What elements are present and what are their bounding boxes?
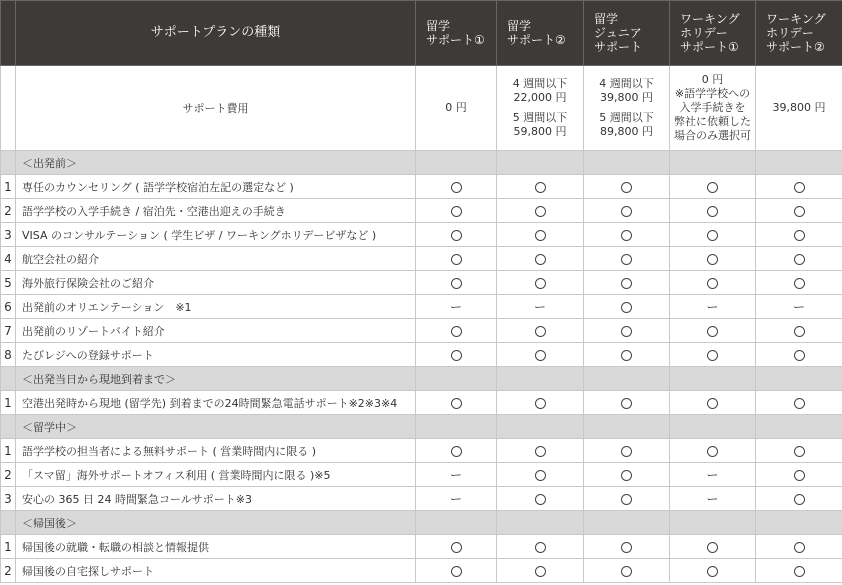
circle-icon	[451, 566, 462, 577]
row-number: 8	[1, 343, 16, 367]
plan-header-line: ホリデー	[680, 26, 728, 40]
included-mark	[670, 271, 756, 295]
included-mark	[756, 271, 842, 295]
fee-line: 39,800 円	[772, 101, 826, 114]
circle-icon	[451, 542, 462, 553]
circle-icon	[794, 350, 805, 361]
circle-icon	[794, 398, 805, 409]
fee-plan-3	[584, 66, 670, 151]
section-empty-cell	[670, 415, 756, 439]
included-mark	[497, 247, 584, 271]
not-included-mark: ー	[670, 487, 756, 511]
circle-icon	[794, 446, 805, 457]
included-mark	[584, 439, 670, 463]
included-mark	[756, 463, 842, 487]
included-mark	[756, 535, 842, 559]
circle-icon	[621, 566, 632, 577]
header-corner	[1, 1, 16, 66]
plan-header	[670, 1, 756, 66]
circle-icon	[794, 206, 805, 217]
table-row	[1, 247, 842, 271]
section-row	[1, 367, 842, 391]
fee-line: ※語学学校への	[674, 87, 751, 100]
not-included-mark: ー	[497, 295, 584, 319]
circle-icon	[451, 326, 462, 337]
included-mark	[497, 463, 584, 487]
included-mark	[497, 391, 584, 415]
header-title: サポートプランの種類	[16, 1, 416, 66]
included-mark	[756, 223, 842, 247]
circle-icon	[707, 206, 718, 217]
section-empty-cell	[416, 367, 497, 391]
circle-icon	[451, 446, 462, 457]
circle-icon	[794, 470, 805, 481]
section-row	[1, 151, 842, 175]
included-mark	[416, 439, 497, 463]
included-mark	[756, 199, 842, 223]
fee-line: 0 円	[701, 73, 724, 86]
included-mark	[497, 439, 584, 463]
plan-header	[416, 1, 497, 66]
plan-header-line: サポート①	[680, 40, 739, 54]
row-number: 1	[1, 391, 16, 415]
circle-icon	[535, 350, 546, 361]
plan-header-line: 留学	[426, 19, 451, 33]
section-title: ＜帰国後＞	[16, 511, 416, 535]
fee-line: 0 円	[445, 101, 467, 114]
section-empty-cell	[756, 415, 842, 439]
fee-line: 89,800 円	[600, 125, 653, 138]
included-mark	[670, 247, 756, 271]
circle-icon	[707, 278, 718, 289]
not-included-mark: ー	[670, 295, 756, 319]
plan-header-line: ワーキング	[680, 12, 740, 26]
included-mark	[670, 175, 756, 199]
row-description: 「スマ留」海外サポートオフィス利用 ( 営業時間内に限る )※5	[16, 463, 416, 487]
included-mark	[584, 487, 670, 511]
not-included-mark: ー	[756, 295, 842, 319]
table-row	[1, 175, 842, 199]
circle-icon	[451, 278, 462, 289]
table-row	[1, 223, 842, 247]
included-mark	[584, 295, 670, 319]
circle-icon	[621, 206, 632, 217]
included-mark	[670, 535, 756, 559]
row-number: 2	[1, 559, 16, 583]
circle-icon	[451, 182, 462, 193]
row-number: 1	[1, 535, 16, 559]
row-description: 出発前のオリエンテーション ※1	[16, 295, 416, 319]
circle-icon	[621, 470, 632, 481]
circle-icon	[621, 446, 632, 457]
fee-line: 4 週間以下	[512, 77, 568, 90]
included-mark	[584, 175, 670, 199]
circle-icon	[535, 230, 546, 241]
circle-icon	[707, 230, 718, 241]
included-mark	[584, 247, 670, 271]
section-empty-cell	[584, 511, 670, 535]
section-empty-cell	[670, 511, 756, 535]
included-mark	[756, 391, 842, 415]
not-included-mark: ー	[416, 295, 497, 319]
section-empty-cell	[756, 151, 842, 175]
table-row	[1, 319, 842, 343]
circle-icon	[707, 182, 718, 193]
circle-icon	[621, 494, 632, 505]
included-mark	[584, 223, 670, 247]
not-included-mark: ー	[670, 463, 756, 487]
table-row	[1, 487, 842, 511]
included-mark	[756, 439, 842, 463]
included-mark	[756, 487, 842, 511]
included-mark	[416, 247, 497, 271]
included-mark	[497, 559, 584, 583]
circle-icon	[794, 542, 805, 553]
section-empty-cell	[756, 511, 842, 535]
included-mark	[584, 199, 670, 223]
fee-plan-1	[416, 66, 497, 151]
section-empty-cell	[497, 151, 584, 175]
included-mark	[756, 343, 842, 367]
included-mark	[416, 559, 497, 583]
included-mark	[497, 271, 584, 295]
included-mark	[497, 319, 584, 343]
row-description: 空港出発時から現地 (留学先) 到着までの24時間緊急電話サポート※2※3※4	[16, 391, 416, 415]
plan-header-line: 留学	[594, 12, 619, 26]
section-empty-cell	[670, 367, 756, 391]
included-mark	[416, 319, 497, 343]
included-mark	[756, 559, 842, 583]
included-mark	[416, 391, 497, 415]
included-mark	[416, 175, 497, 199]
included-mark	[670, 199, 756, 223]
plan-header-line: サポート	[594, 40, 643, 54]
circle-icon	[794, 326, 805, 337]
included-mark	[670, 439, 756, 463]
row-number: 1	[1, 439, 16, 463]
row-description: 海外旅行保険会社のご紹介	[16, 271, 416, 295]
fee-line: 22,000 円	[513, 91, 567, 104]
row-number: 5	[1, 271, 16, 295]
plan-header	[756, 1, 842, 66]
fee-line: 39,800 円	[600, 91, 653, 104]
row-number: 2	[1, 199, 16, 223]
included-mark	[497, 199, 584, 223]
included-mark	[584, 559, 670, 583]
circle-icon	[794, 182, 805, 193]
row-number: 3	[1, 223, 16, 247]
circle-icon	[621, 278, 632, 289]
circle-icon	[621, 350, 632, 361]
circle-icon	[794, 278, 805, 289]
plan-header	[584, 1, 670, 66]
row-description: 語学学校の入学手続き / 宿泊先・空港出迎えの手続き	[16, 199, 416, 223]
included-mark	[584, 463, 670, 487]
section-empty-cell	[416, 151, 497, 175]
circle-icon	[535, 398, 546, 409]
plan-header-line: サポート②	[507, 33, 566, 47]
circle-icon	[535, 446, 546, 457]
circle-icon	[451, 230, 462, 241]
section-row	[1, 415, 842, 439]
circle-icon	[621, 326, 632, 337]
included-mark	[416, 271, 497, 295]
circle-icon	[535, 254, 546, 265]
row-number: 1	[1, 175, 16, 199]
fee-line: 4 週間以下	[599, 77, 654, 90]
included-mark	[756, 175, 842, 199]
section-num-cell	[1, 367, 16, 391]
included-mark	[416, 223, 497, 247]
included-mark	[584, 343, 670, 367]
circle-icon	[621, 302, 632, 313]
included-mark	[584, 391, 670, 415]
section-empty-cell	[497, 415, 584, 439]
table-row	[1, 463, 842, 487]
row-number: 4	[1, 247, 16, 271]
fee-plan-5	[756, 66, 842, 151]
circle-icon	[794, 566, 805, 577]
circle-icon	[707, 326, 718, 337]
table-row	[1, 535, 842, 559]
fee-label: サポート費用	[16, 66, 416, 151]
row-description: 航空会社の紹介	[16, 247, 416, 271]
table-row	[1, 439, 842, 463]
included-mark	[584, 535, 670, 559]
section-empty-cell	[416, 511, 497, 535]
circle-icon	[707, 398, 718, 409]
row-description: VISA のコンサルテーション ( 学生ビザ / ワーキングホリデービザなど )	[16, 223, 416, 247]
section-empty-cell	[584, 151, 670, 175]
not-included-mark: ー	[416, 487, 497, 511]
circle-icon	[621, 254, 632, 265]
plan-header-line: ワーキング	[766, 12, 826, 26]
included-mark	[416, 535, 497, 559]
row-description: 安心の 365 日 24 時間緊急コールサポート※3	[16, 487, 416, 511]
row-description: 出発前のリゾートバイト紹介	[16, 319, 416, 343]
circle-icon	[621, 542, 632, 553]
included-mark	[416, 343, 497, 367]
row-description: 帰国後の就職・転職の相談と情報提供	[16, 535, 416, 559]
section-num-cell	[1, 511, 16, 535]
circle-icon	[794, 494, 805, 505]
circle-icon	[535, 470, 546, 481]
plan-header-line: サポート①	[426, 33, 485, 47]
included-mark	[497, 535, 584, 559]
included-mark	[497, 175, 584, 199]
section-empty-cell	[497, 511, 584, 535]
table-row	[1, 559, 842, 583]
plan-header-line: ジュニア	[594, 26, 642, 40]
circle-icon	[707, 446, 718, 457]
section-empty-cell	[416, 415, 497, 439]
circle-icon	[451, 350, 462, 361]
fee-plan-2	[497, 66, 584, 151]
table-row	[1, 295, 842, 319]
circle-icon	[451, 398, 462, 409]
row-description: 専任のカウンセリング ( 語学学校宿泊左記の選定など )	[16, 175, 416, 199]
circle-icon	[535, 278, 546, 289]
circle-icon	[707, 566, 718, 577]
circle-icon	[451, 254, 462, 265]
included-mark	[670, 343, 756, 367]
row-number: 3	[1, 487, 16, 511]
circle-icon	[621, 398, 632, 409]
plan-header-line: ホリデー	[766, 26, 814, 40]
circle-icon	[621, 182, 632, 193]
fee-row-num	[1, 66, 16, 151]
section-title: ＜出発前＞	[16, 151, 416, 175]
circle-icon	[535, 566, 546, 577]
section-empty-cell	[497, 367, 584, 391]
circle-icon	[621, 230, 632, 241]
fee-plan-4	[670, 66, 756, 151]
included-mark	[497, 487, 584, 511]
section-empty-cell	[584, 415, 670, 439]
section-title: ＜出発当日から現地到着まで＞	[16, 367, 416, 391]
plan-header-line: サポート②	[766, 40, 825, 54]
included-mark	[670, 223, 756, 247]
section-empty-cell	[670, 151, 756, 175]
included-mark	[756, 319, 842, 343]
section-num-cell	[1, 415, 16, 439]
included-mark	[670, 319, 756, 343]
row-description: たびレジへの登録サポート	[16, 343, 416, 367]
table-row	[1, 199, 842, 223]
circle-icon	[794, 254, 805, 265]
row-number: 6	[1, 295, 16, 319]
section-title: ＜留学中＞	[16, 415, 416, 439]
circle-icon	[535, 542, 546, 553]
fee-row	[1, 66, 842, 151]
fee-line: 入学手続きを	[679, 101, 746, 114]
circle-icon	[707, 350, 718, 361]
section-empty-cell	[756, 367, 842, 391]
fee-line: 弊社に依頼した	[674, 115, 751, 128]
circle-icon	[535, 326, 546, 337]
fee-line: 5 週間以下	[599, 111, 654, 124]
row-number: 2	[1, 463, 16, 487]
not-included-mark: ー	[416, 463, 497, 487]
circle-icon	[535, 206, 546, 217]
header-row	[1, 1, 842, 66]
row-description: 帰国後の自宅探しサポート	[16, 559, 416, 583]
plan-header	[497, 1, 584, 66]
section-empty-cell	[584, 367, 670, 391]
circle-icon	[794, 230, 805, 241]
included-mark	[670, 391, 756, 415]
included-mark	[584, 319, 670, 343]
included-mark	[497, 343, 584, 367]
included-mark	[497, 223, 584, 247]
fee-line: 59,800 円	[513, 125, 567, 138]
section-num-cell	[1, 151, 16, 175]
included-mark	[584, 271, 670, 295]
table-row	[1, 391, 842, 415]
circle-icon	[451, 206, 462, 217]
circle-icon	[707, 254, 718, 265]
circle-icon	[535, 182, 546, 193]
included-mark	[416, 199, 497, 223]
circle-icon	[535, 494, 546, 505]
row-description: 語学学校の担当者による無料サポート ( 営業時間内に限る )	[16, 439, 416, 463]
included-mark	[756, 247, 842, 271]
table-row	[1, 271, 842, 295]
section-row	[1, 511, 842, 535]
included-mark	[670, 559, 756, 583]
row-number: 7	[1, 319, 16, 343]
plan-header-line: 留学	[507, 19, 532, 33]
table-row	[1, 343, 842, 367]
fee-line: 場合のみ選択可	[674, 129, 751, 142]
fee-line: 5 週間以下	[512, 111, 568, 124]
circle-icon	[707, 542, 718, 553]
